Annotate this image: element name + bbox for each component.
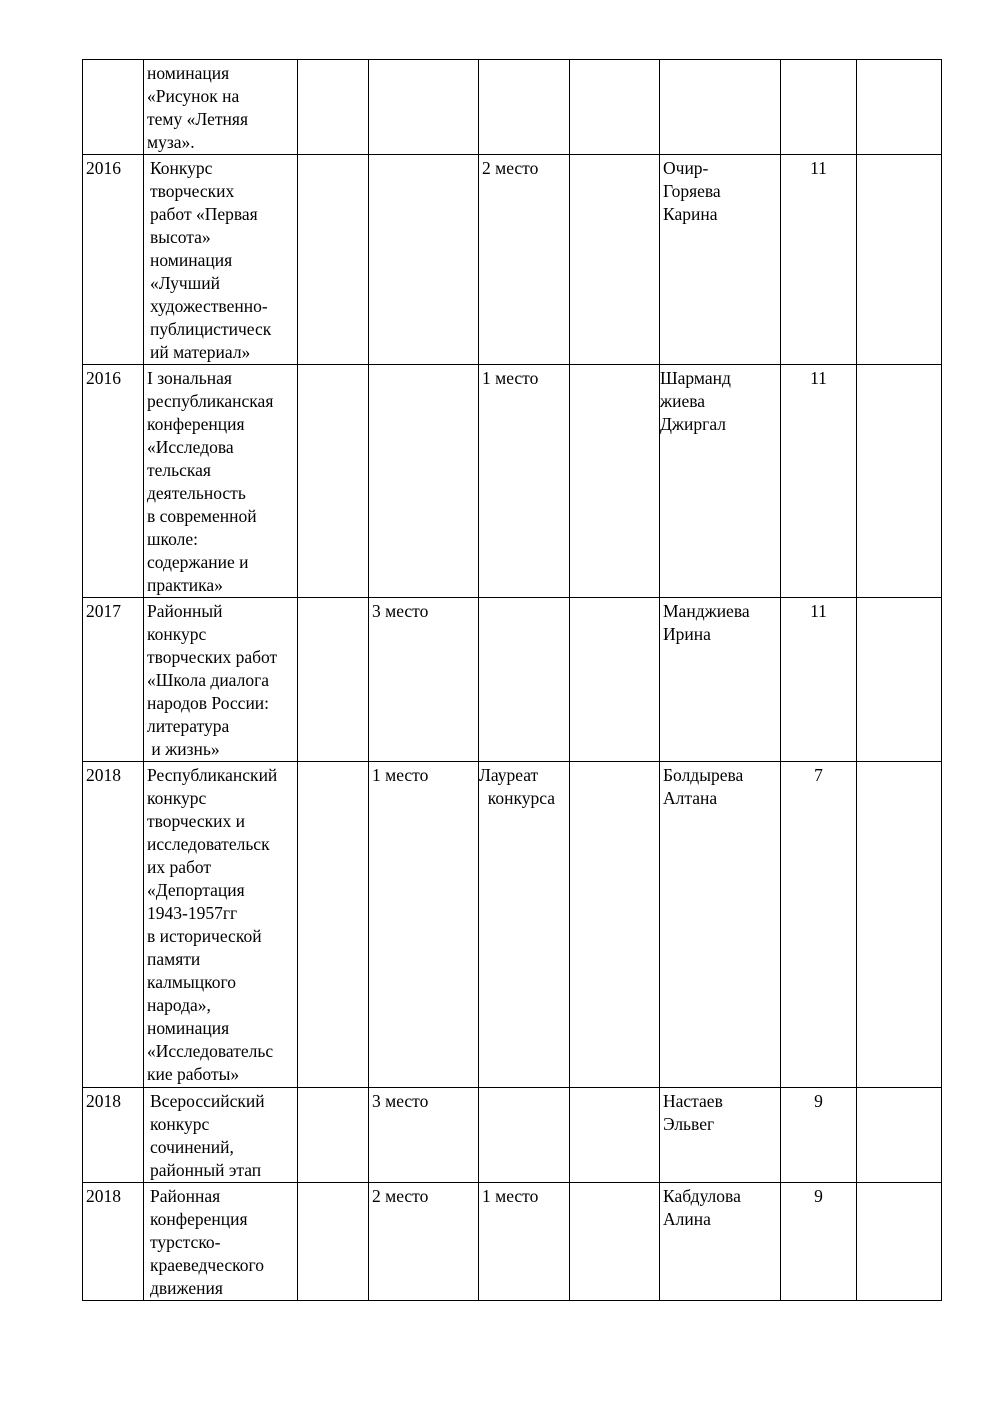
cell-col9 xyxy=(857,598,942,762)
cell-line: Эльвег xyxy=(663,1114,715,1134)
event-cell xyxy=(144,762,298,1088)
cell-col3 xyxy=(298,1088,369,1183)
cell-line: Районный xyxy=(147,601,223,621)
awards-table xyxy=(82,59,942,1301)
cell-col9 xyxy=(857,1183,942,1301)
cell-col9 xyxy=(857,155,942,365)
cell-line: Болдырева xyxy=(663,765,744,785)
cell-line: «Лучший xyxy=(150,273,220,293)
cell-line: районный этап xyxy=(150,1160,262,1180)
table-row xyxy=(83,598,942,762)
event-cell xyxy=(144,60,298,155)
cell-line: ий материал» xyxy=(150,342,251,362)
cell-line: Конкурс xyxy=(150,158,213,178)
year-cell: 2017 xyxy=(83,598,144,762)
cell-line: 1 место xyxy=(482,368,539,388)
cell-col3 xyxy=(298,155,369,365)
cell-line: движения xyxy=(150,1278,223,1298)
cell-col3 xyxy=(298,1183,369,1301)
cell-col3 xyxy=(298,365,369,598)
cell-line: практика» xyxy=(147,575,223,595)
cell-col9 xyxy=(857,60,942,155)
cell-line: Манджиева xyxy=(663,601,750,621)
cell-line: номинация xyxy=(147,63,230,83)
cell-line: муза». xyxy=(147,132,195,152)
cell-line: их работ xyxy=(147,857,212,877)
year-cell: 2016 xyxy=(83,365,144,598)
cell-col6 xyxy=(570,60,660,155)
cell-line: сочинений, xyxy=(150,1137,234,1157)
table-body xyxy=(83,60,942,1301)
result-cell-col5 xyxy=(479,1183,570,1301)
cell-line: «Рисунок на xyxy=(147,86,240,106)
cell-line: творческих и xyxy=(147,811,245,831)
result-cell-col4: 2 место xyxy=(369,1183,479,1301)
result-cell-col4: 3 место xyxy=(369,1088,479,1183)
year-cell: 2018 xyxy=(83,1088,144,1183)
event-cell xyxy=(144,598,298,762)
cell-line: I зональная xyxy=(147,368,232,388)
cell-line: Всероссийский xyxy=(150,1091,265,1111)
cell-line: конкурс xyxy=(147,788,207,808)
cell-line: литература xyxy=(147,716,230,736)
result-cell-col5 xyxy=(479,155,570,365)
cell-line: работ «Первая xyxy=(150,204,258,224)
cell-line: турстско- xyxy=(150,1232,221,1252)
cell-line: исследовательск xyxy=(147,834,270,854)
cell-line: краеведческого xyxy=(150,1255,265,1275)
cell-line: Алина xyxy=(663,1209,711,1229)
cell-line: тельская xyxy=(147,460,211,480)
cell-line: памяти xyxy=(147,949,201,969)
cell-line: школе: xyxy=(147,529,198,549)
cell-line: народа», xyxy=(147,995,211,1015)
result-cell-col4 xyxy=(369,365,479,598)
student-cell xyxy=(660,1183,781,1301)
grade-cell: 11 xyxy=(781,155,857,365)
grade-cell: 9 xyxy=(781,1183,857,1301)
result-cell-col5 xyxy=(479,762,570,1088)
result-cell-col5 xyxy=(479,60,570,155)
cell-line: «Исследова xyxy=(147,437,234,457)
result-cell-col4: 1 место xyxy=(369,762,479,1088)
cell-line: 2 место xyxy=(482,158,539,178)
cell-col3 xyxy=(298,762,369,1088)
result-cell-col5 xyxy=(479,365,570,598)
table-row xyxy=(83,762,942,1088)
year-cell: 2018 xyxy=(83,1183,144,1301)
result-cell-col4: 3 место xyxy=(369,598,479,762)
result-cell-col4 xyxy=(369,60,479,155)
cell-line: высота» xyxy=(150,227,211,247)
cell-line: деятельность xyxy=(147,483,246,503)
cell-col3 xyxy=(298,598,369,762)
table-row xyxy=(83,155,942,365)
cell-line: и жизнь» xyxy=(147,739,220,759)
cell-line: кие работы» xyxy=(147,1064,240,1084)
grade-cell: 9 xyxy=(781,1088,857,1183)
cell-line: Горяева xyxy=(663,181,721,201)
cell-line: тему «Летняя xyxy=(147,109,248,129)
cell-line: 1 место xyxy=(482,1186,539,1206)
cell-line: конкурс xyxy=(147,624,207,644)
cell-line: «Школа диалога xyxy=(147,670,270,690)
event-cell xyxy=(144,155,298,365)
event-cell xyxy=(144,1183,298,1301)
student-cell xyxy=(660,155,781,365)
cell-col6 xyxy=(570,1088,660,1183)
table-row xyxy=(83,365,942,598)
cell-line: Районная xyxy=(150,1186,221,1206)
cell-line: конкурс xyxy=(150,1114,210,1134)
year-cell: 2018 xyxy=(83,762,144,1088)
cell-col9 xyxy=(857,1088,942,1183)
cell-col9 xyxy=(857,762,942,1088)
event-cell xyxy=(144,1088,298,1183)
cell-line: конкурса xyxy=(479,788,555,808)
student-cell xyxy=(660,365,781,598)
cell-col9 xyxy=(857,365,942,598)
cell-col6 xyxy=(570,762,660,1088)
cell-col6 xyxy=(570,365,660,598)
year-cell: 2016 xyxy=(83,155,144,365)
student-cell xyxy=(660,60,781,155)
cell-line: Очир- xyxy=(663,158,709,178)
year-cell xyxy=(83,60,144,155)
student-cell xyxy=(660,598,781,762)
cell-line: в исторической xyxy=(147,926,262,946)
cell-line: республиканская xyxy=(147,391,274,411)
cell-col3 xyxy=(298,60,369,155)
cell-line: 1943-1957гг xyxy=(147,903,238,923)
cell-line: Шарманд xyxy=(660,368,731,388)
cell-line: номинация xyxy=(150,250,233,270)
cell-line: творческих xyxy=(150,181,235,201)
grade-cell: 11 xyxy=(781,365,857,598)
cell-line: в современной xyxy=(147,506,257,526)
student-cell xyxy=(660,762,781,1088)
cell-line: «Депортация xyxy=(147,880,245,900)
cell-line: содержание и xyxy=(147,552,249,572)
cell-line: художественно- xyxy=(150,296,268,316)
cell-line: творческих работ xyxy=(147,647,278,667)
cell-line: конференция xyxy=(147,414,245,434)
table-row xyxy=(83,1183,942,1301)
cell-line: Настаев xyxy=(663,1091,723,1111)
cell-line: Республиканский xyxy=(147,765,278,785)
cell-col6 xyxy=(570,1183,660,1301)
result-cell-col5 xyxy=(479,1088,570,1183)
cell-line: Алтана xyxy=(663,788,718,808)
student-cell xyxy=(660,1088,781,1183)
cell-line: народов России: xyxy=(147,693,270,713)
result-cell-col5 xyxy=(479,598,570,762)
grade-cell xyxy=(781,60,857,155)
cell-col6 xyxy=(570,155,660,365)
event-cell xyxy=(144,365,298,598)
table-row xyxy=(83,60,942,155)
cell-line: Джиргал xyxy=(660,414,726,434)
cell-line: жиева xyxy=(660,391,706,411)
grade-cell: 7 xyxy=(781,762,857,1088)
cell-line: конференция xyxy=(150,1209,248,1229)
grade-cell: 11 xyxy=(781,598,857,762)
cell-col6 xyxy=(570,598,660,762)
cell-line: «Исследовательс xyxy=(147,1041,274,1061)
cell-line: калмыцкого xyxy=(147,972,236,992)
cell-line: Кабдулова xyxy=(663,1186,741,1206)
table-row xyxy=(83,1088,942,1183)
result-cell-col4 xyxy=(369,155,479,365)
cell-line: Лауреат xyxy=(479,765,539,785)
cell-line: номинация xyxy=(147,1018,230,1038)
cell-line: публицистическ xyxy=(150,319,272,339)
cell-line: Карина xyxy=(663,204,718,224)
cell-line: Ирина xyxy=(663,624,711,644)
